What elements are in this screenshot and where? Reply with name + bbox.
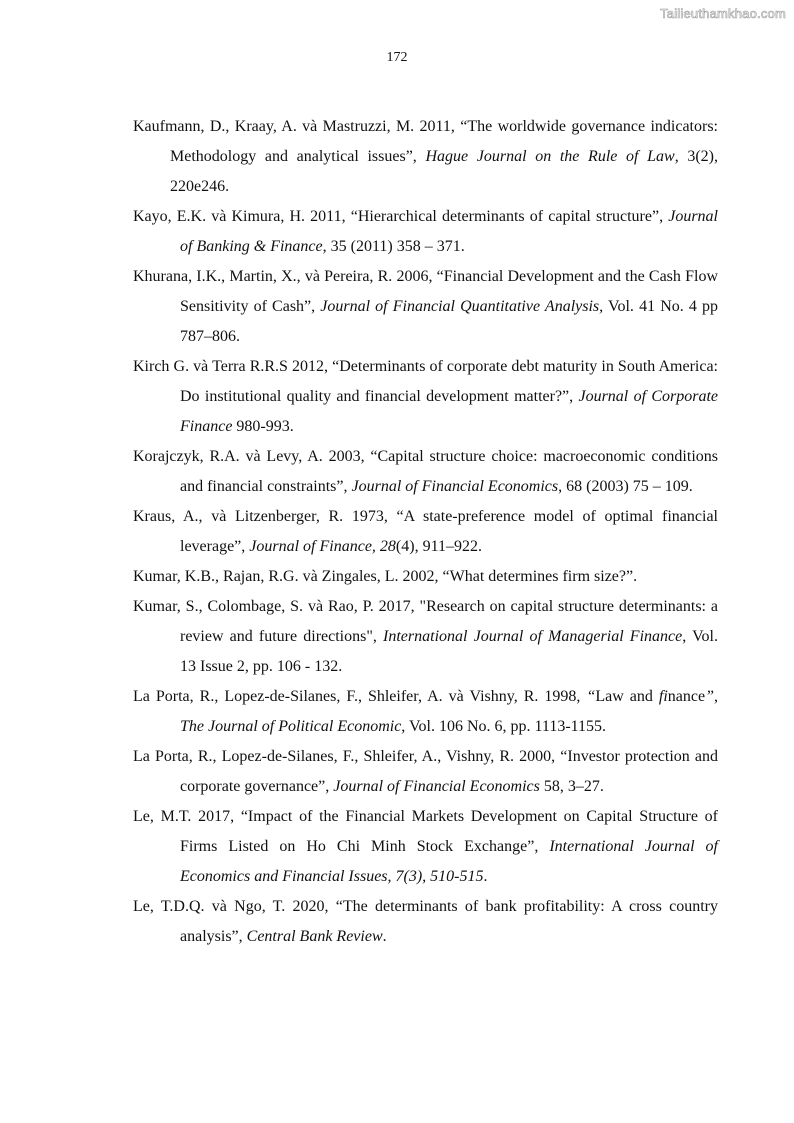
reference-item-la-porta-2000: La Porta, R., Lopez-de-Silanes, F., Shleifer, A., Vishny, R. 2000, “Investor protection and corporate governance”, Journal of Financial Economics 58, 3–27.: [133, 748, 718, 795]
reference-item-kumar-s: Kumar, S., Colombage, S. và Rao, P. 2017, "Research on capital structure determinants: a review and future directions", International Journal of Managerial Finance, Vol. 13 Issue 2, pp. 106 - 132.: [133, 598, 719, 675]
reference-item-kayo: Kayo, E.K. và Kimura, H. 2011, “Hierarchical determinants of capital structure”, Journal of Banking & Finance, 35 (2011) 358 – 371.: [133, 208, 718, 255]
watermark: Tailieuthamkhao.com: [660, 6, 786, 21]
reference-item-le-mt: Le, M.T. 2017, “Impact of the Financial Markets Development on Capital Structure of Firms Listed on Ho Chi Minh Stock Exchange”, International Journal of Economics and Financial Issues, 7(3), 510-515.: [133, 808, 719, 885]
reference-list: [133, 112, 718, 952]
reference-item-kumar-kb: Kumar, K.B., Rajan, R.G. và Zingales, L. 2002, “What determines firm size?”.: [133, 568, 638, 585]
reference-item-kaufmann: Kaufmann, D., Kraay, A. và Mastruzzi, M. 2011, “The worldwide governance indicators: Methodology and analytical issues”, Hague Journal on the Rule of Law, 3(2), 220e246.: [133, 118, 718, 195]
reference-item-la-porta-1998: La Porta, R., Lopez-de-Silanes, F., Shleifer, A. và Vishny, R. 1998, “Law and finance”, The Journal of Political Economic, Vol. 106 No. 6, pp. 1113-1155.: [133, 688, 719, 735]
reference-item-kraus: Kraus, A., và Litzenberger, R. 1973, “A state-preference model of optimal financial leverage”, Journal of Finance, 28(4), 911–922.: [133, 508, 718, 555]
reference-item-khurana: Khurana, I.K., Martin, X., và Pereira, R. 2006, “Financial Development and the Cash Flow Sensitivity of Cash”, Journal of Financial Quantitative Analysis, Vol. 41 No. 4 pp 787–806.: [133, 268, 719, 345]
page-number: 172: [386, 50, 408, 65]
reference-item-le-tdq: Le, T.D.Q. và Ngo, T. 2020, “The determinants of bank profitability: A cross country analysis”, Central Bank Review.: [133, 898, 718, 945]
reference-item-korajczyk: Korajczyk, R.A. và Levy, A. 2003, “Capital structure choice: macroeconomic conditions and financial constraints”, Journal of Financial Economics, 68 (2003) 75 – 109.: [133, 448, 718, 495]
reference-item-kirch: Kirch G. và Terra R.R.S 2012, “Determinants of corporate debt maturity in South America: Do institutional quality and financial development matter?”, Journal of Corporate Finance 980-993.: [133, 358, 719, 435]
